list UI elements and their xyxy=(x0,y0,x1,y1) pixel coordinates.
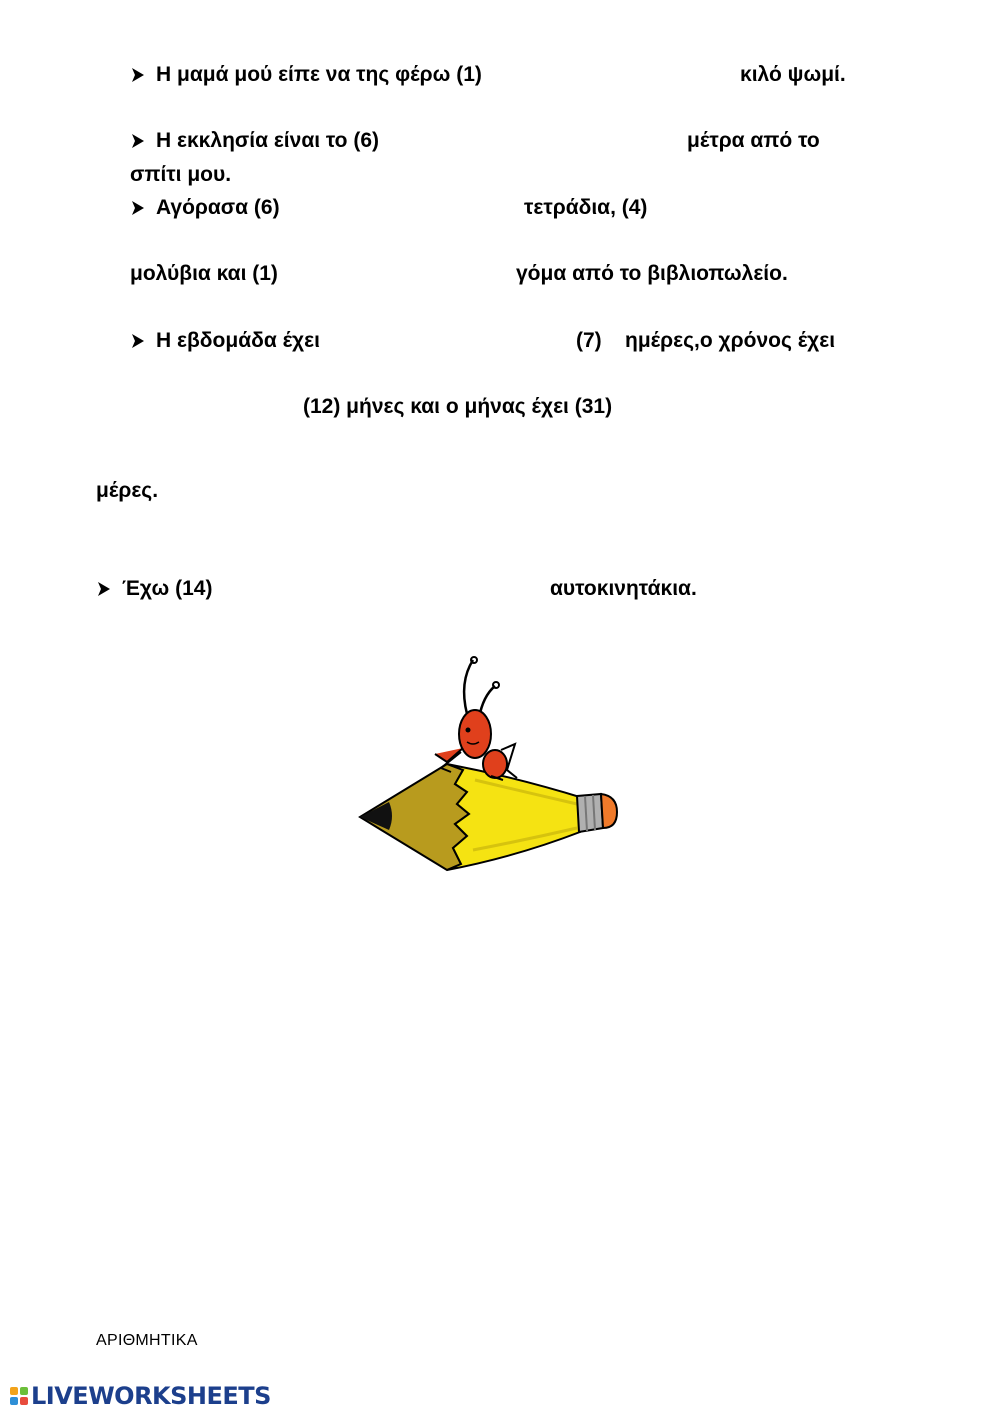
logo-text: LIVEWORKSHEETS xyxy=(31,1382,271,1410)
answer-blank-5[interactable] xyxy=(330,261,505,287)
sentence-1-start xyxy=(130,62,482,88)
sentence-3-start xyxy=(130,195,280,221)
sentence-2-start xyxy=(130,128,379,154)
sentence-4-start xyxy=(130,328,320,354)
answer-blank-3[interactable] xyxy=(322,195,512,221)
answer-blank-8[interactable] xyxy=(260,576,540,602)
sentence-4-middle: (7) ημέρες,ο χρόνος έχει xyxy=(576,329,836,352)
sentence-5-end: αυτοκινητάκια. xyxy=(550,577,697,600)
answer-blank-4[interactable] xyxy=(130,228,350,254)
answer-blank-2[interactable] xyxy=(455,128,675,154)
sentence-3-middle: τετράδια, (4) xyxy=(524,196,648,219)
sentence-3-line2-start: μολύβια και (1) xyxy=(130,262,278,285)
answer-blank-6[interactable] xyxy=(375,328,565,354)
sentence-3-line2-end: γόμα από το βιβλιοπωλείο. xyxy=(516,262,788,285)
sentence-4-text: Η εβδομάδα έχει xyxy=(156,329,320,352)
bullet-arrow-icon xyxy=(96,581,114,597)
bullet-arrow-icon xyxy=(130,200,148,216)
bullet-arrow-icon xyxy=(130,333,148,349)
pencil-with-ant-icon xyxy=(355,652,620,877)
sentence-4-line3: μέρες. xyxy=(96,479,159,502)
sentence-5-start xyxy=(96,576,212,602)
sentence-2-text: Η εκκλησία είναι το (6) xyxy=(156,129,380,152)
liveworksheets-logo xyxy=(10,1382,271,1410)
sentence-1-text: Η μαμά μού είπε να της φέρω (1) xyxy=(156,63,482,86)
sentence-1-end: κιλό ψωμί. xyxy=(740,63,846,86)
answer-blank-7[interactable] xyxy=(96,428,356,454)
sentence-3-text: Αγόρασα (6) xyxy=(156,196,280,219)
sentence-4-line2: (12) μήνες και ο μήνας έχει (31) xyxy=(303,395,613,418)
logo-tiles-icon xyxy=(10,1387,28,1405)
sentence-2-end: μέτρα από το xyxy=(687,129,820,152)
bullet-arrow-icon xyxy=(130,67,148,83)
footer-subject: ΑΡΙΘΜΗΤΙΚΑ xyxy=(96,1332,198,1349)
answer-blank-1[interactable] xyxy=(580,62,730,88)
sentence-2-continuation: σπίτι μου. xyxy=(130,163,232,186)
sentence-5-text: Έχω (14) xyxy=(122,577,213,600)
bullet-arrow-icon xyxy=(130,133,148,149)
